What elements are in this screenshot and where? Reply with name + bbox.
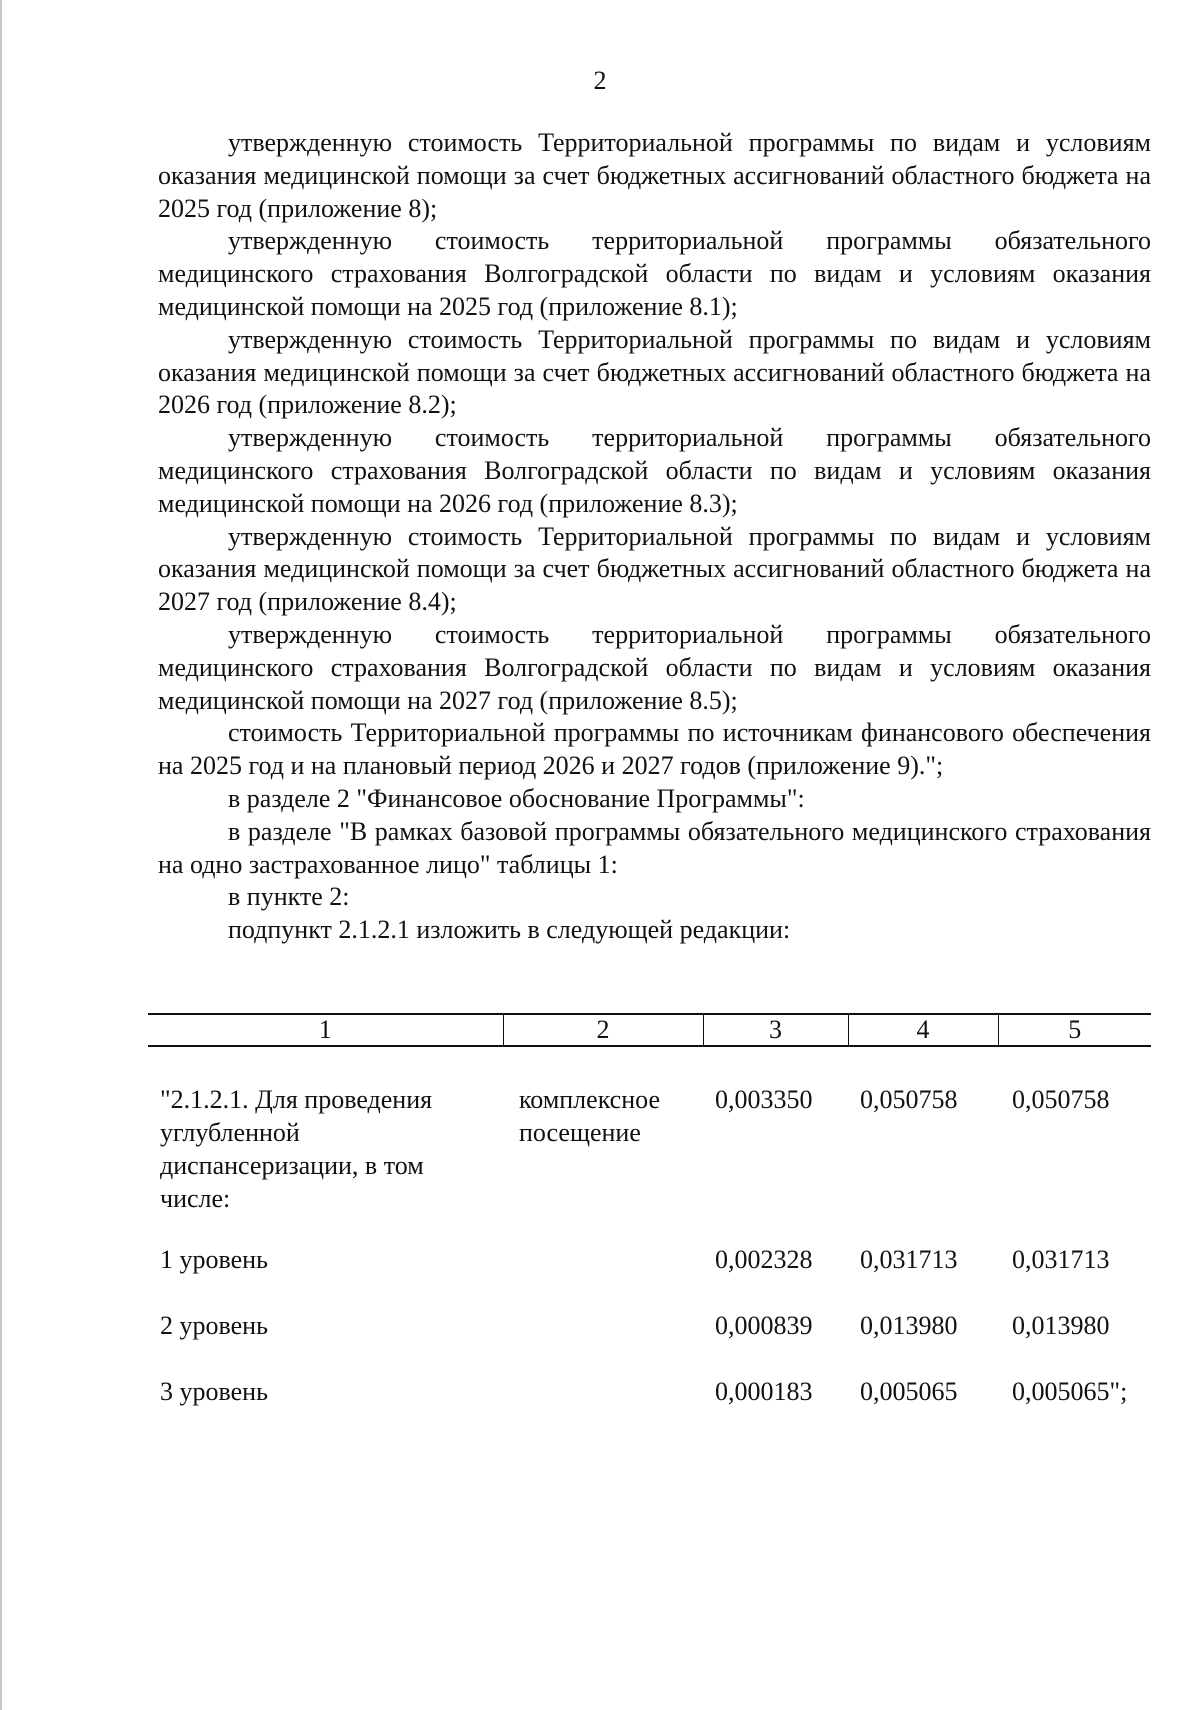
paragraph-appendix-8-3: утвержденную стоимость территориальной программы обязательного медицинского страхования Волгоградской области по видам и условиям оказания медицинской помощи на 2026 год (приложение 8.3); <box>158 423 1151 518</box>
row-value-col3: 0,000839 <box>715 1311 813 1340</box>
row-value-col4: 0,005065 <box>860 1377 958 1406</box>
table-row <box>148 1083 1151 1243</box>
paragraph-appendix-8-2: утвержденную стоимость Территориальной программы по видам и условиям оказания медицинской помощи за счет бюджетных ассигнований областного бюджета на 2026 год (приложение 8.2); <box>158 324 1151 420</box>
table-row <box>148 1309 1151 1375</box>
row-value-col4: 0,050758 <box>860 1085 958 1114</box>
page-number: 2 <box>593 66 607 95</box>
row-value-col3: 0,000183 <box>715 1377 813 1406</box>
row-value-col4: 0,031713 <box>860 1245 958 1274</box>
row-value-col5: 0,031713 <box>1012 1245 1110 1274</box>
amendment-table <box>148 1013 1151 1441</box>
row-name: 2 уровень <box>160 1311 268 1340</box>
table-header-cell: 3 <box>703 1014 848 1046</box>
table-header-cell: 5 <box>998 1014 1151 1046</box>
table-header-row <box>148 1014 1151 1046</box>
table-row <box>148 1375 1151 1441</box>
amendment-table-grid <box>148 1013 1151 1441</box>
paragraph-basic-program: в разделе "В рамках базовой программы обязательного медицинского страхования на одно застрахованное лицо" таблицы 1: <box>158 816 1151 879</box>
table-header-cell: 4 <box>848 1014 998 1046</box>
paragraph-appendix-9: стоимость Территориальной программы по источникам финансового обеспечения на 2025 год и на плановый период 2026 и 2027 годов (приложение 9)."; <box>158 718 1151 781</box>
row-name: 3 уровень <box>160 1377 268 1406</box>
row-value-col5: 0,005065"; <box>1012 1377 1128 1406</box>
table-spacer <box>148 1046 1151 1083</box>
row-unit: комплексное посещение <box>519 1085 660 1147</box>
paragraph-item-2: в пункте 2: <box>228 882 350 912</box>
row-value-col5: 0,050758 <box>1012 1085 1110 1114</box>
row-name: "2.1.2.1. Для проведения углубленной диспансеризации, в том числе: <box>160 1085 433 1213</box>
paragraph-appendix-8: утвержденную стоимость Территориальной программы по видам и условиям оказания медицинской помощи за счет бюджетных ассигнований областного бюджета на 2025 год (приложение 8); <box>158 128 1151 223</box>
scan-edge <box>0 0 2 1710</box>
table-header-cell: 2 <box>503 1014 703 1046</box>
paragraph-appendix-8-1: утвержденную стоимость территориальной программы обязательного медицинского страхования Волгоградской области по видам и условиям оказания медицинской помощи на 2025 год (приложение 8.1); <box>158 226 1151 321</box>
row-unit <box>503 1243 703 1309</box>
row-value-col4: 0,013980 <box>860 1311 958 1340</box>
document-body <box>158 127 1151 947</box>
table-header-cell: 1 <box>148 1014 503 1046</box>
row-name: 1 уровень <box>160 1245 268 1274</box>
paragraph-section-2: в разделе 2 "Финансовое обоснование Программы": <box>228 783 805 813</box>
row-value-col3: 0,003350 <box>715 1085 813 1114</box>
table-row <box>148 1243 1151 1309</box>
row-value-col5: 0,013980 <box>1012 1311 1110 1340</box>
paragraph-appendix-8-4: утвержденную стоимость Территориальной программы по видам и условиям оказания медицинской помощи за счет бюджетных ассигнований областного бюджета на 2027 год (приложение 8.4); <box>158 521 1151 617</box>
paragraph-appendix-8-5: утвержденную стоимость территориальной программы обязательного медицинского страхования Волгоградской области по видам и условиям оказания медицинской помощи на 2027 год (приложение 8.5); <box>158 619 1151 715</box>
row-value-col3: 0,002328 <box>715 1245 813 1274</box>
row-unit <box>503 1309 703 1375</box>
paragraph-subitem: подпункт 2.1.2.1 изложить в следующей редакции: <box>228 915 791 945</box>
row-unit <box>503 1375 703 1441</box>
